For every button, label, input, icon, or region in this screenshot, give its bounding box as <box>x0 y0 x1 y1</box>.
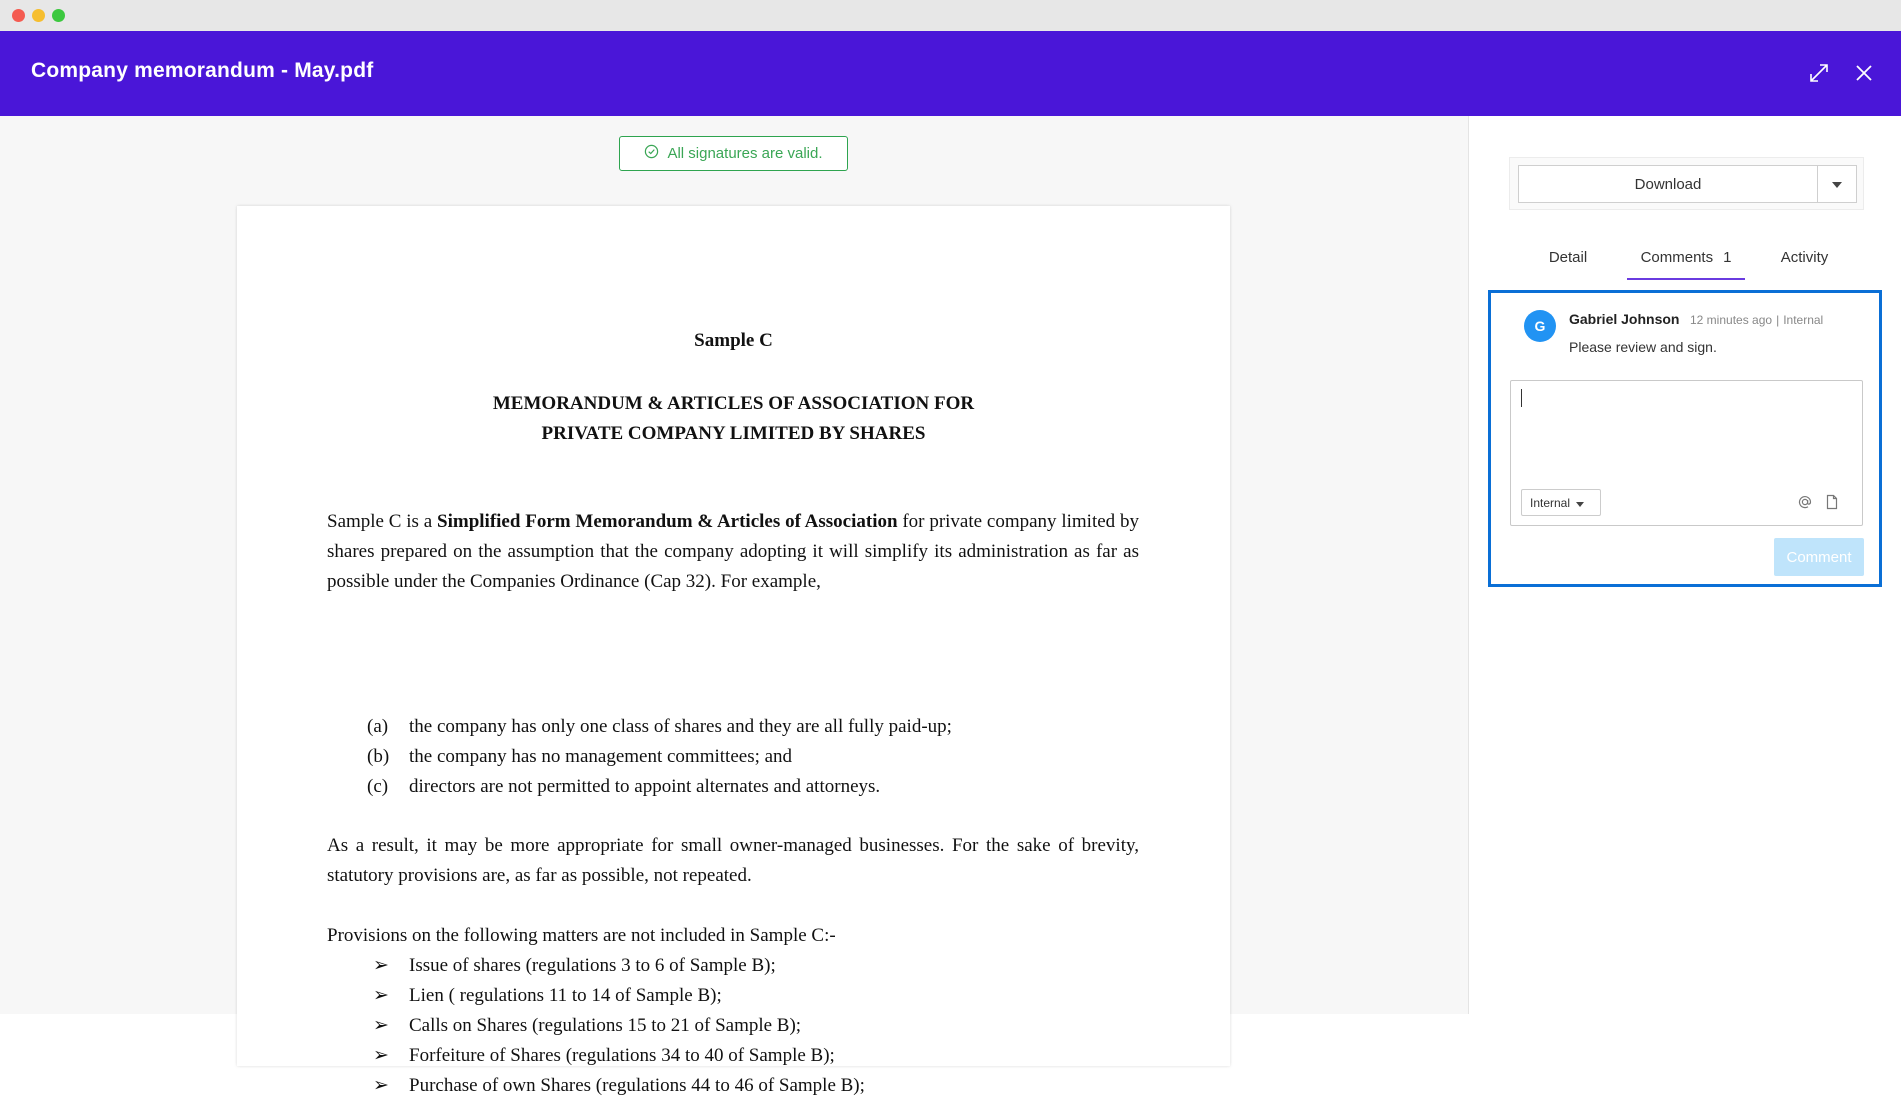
close-window-button[interactable] <box>12 9 25 22</box>
list-item <box>367 981 865 1011</box>
minimize-window-button[interactable] <box>32 9 45 22</box>
doc-heading <box>237 389 1230 449</box>
avatar: G <box>1524 310 1556 342</box>
list-item <box>367 772 952 802</box>
visibility-dropdown[interactable] <box>1521 489 1601 516</box>
pdf-page <box>237 206 1230 1096</box>
comment-meta <box>1690 313 1823 327</box>
signature-status-badge <box>619 136 848 171</box>
list-marker: (a) <box>367 716 389 737</box>
list-item <box>367 951 865 981</box>
doc-title: Sample C <box>694 330 773 351</box>
document-viewer[interactable] <box>0 116 1468 1096</box>
list-item <box>367 742 952 772</box>
doc-list-provisions <box>367 951 865 1101</box>
list-item <box>367 1071 865 1101</box>
list-item-text: Issue of shares (regulations 3 to 6 of Sample B); <box>409 955 776 976</box>
caret-down-icon <box>1832 175 1842 193</box>
mention-icon[interactable] <box>1797 494 1813 510</box>
list-item <box>367 1041 865 1071</box>
comment-text: Please review and sign. <box>1569 339 1717 355</box>
arrow-bullet-icon: ➢ <box>373 1075 389 1096</box>
list-item <box>367 712 952 742</box>
tab-comments[interactable] <box>1627 249 1745 280</box>
doc-paragraph-intro <box>327 507 1139 597</box>
expand-icon[interactable] <box>1806 60 1832 86</box>
comment-visibility: Internal <box>1783 313 1824 327</box>
caret-down-icon <box>1576 496 1584 510</box>
intro-bold: Simplified Form Memorandum & Articles of Association <box>437 511 898 532</box>
tab-label: Detail <box>1548 249 1588 266</box>
comment-submit-button[interactable]: Comment <box>1774 538 1864 576</box>
list-item-text: Forfeiture of Shares (regulations 34 to 40 of Sample B); <box>409 1045 835 1066</box>
doc-paragraph-provisions: Provisions on the following matters are not included in Sample C:- <box>327 925 836 946</box>
list-marker: (b) <box>367 746 390 767</box>
maximize-window-button[interactable] <box>52 9 65 22</box>
window-chrome <box>0 0 1901 31</box>
arrow-bullet-icon: ➢ <box>373 1015 389 1036</box>
arrow-bullet-icon: ➢ <box>373 985 389 1006</box>
sidebar-tabs <box>1509 249 1864 280</box>
comment-time: 12 minutes ago <box>1690 313 1773 327</box>
arrow-bullet-icon: ➢ <box>373 1045 389 1066</box>
list-item <box>367 1011 865 1041</box>
close-icon[interactable] <box>1851 60 1877 86</box>
document-title: Company memorandum - May.pdf <box>31 59 374 82</box>
check-circle-icon <box>644 144 659 163</box>
signature-status-text: All signatures are valid. <box>667 145 823 162</box>
doc-list-examples <box>367 712 952 802</box>
list-item-text: the company has no management committees; and <box>409 746 793 767</box>
attach-file-icon[interactable] <box>1824 494 1840 510</box>
tab-label: Comments <box>1640 249 1714 266</box>
download-button[interactable]: Download <box>1518 165 1817 203</box>
comments-panel <box>1488 290 1882 587</box>
list-item-text: Purchase of own Shares (regulations 44 to 46 of Sample B); <box>409 1075 865 1096</box>
comment-author: Gabriel Johnson <box>1569 311 1680 327</box>
tab-activity[interactable] <box>1745 249 1864 280</box>
meta-separator: | <box>1776 313 1780 327</box>
tab-detail[interactable] <box>1509 249 1627 280</box>
list-item-text: Lien ( regulations 11 to 14 of Sample B); <box>409 985 722 1006</box>
list-item-text: directors are not permitted to appoint alternates and attorneys. <box>409 776 881 797</box>
viewer-header <box>0 31 1901 116</box>
download-options-button[interactable] <box>1817 165 1857 203</box>
list-item-text: the company has only one class of shares and they are all fully paid-up; <box>409 716 952 737</box>
intro-start: Sample C is a <box>327 511 438 532</box>
doc-paragraph-result: As a result, it may be more appropriate for small owner-managed businesses. For the sake of brevity, statutory provisions are, as far as possible, not repeated. <box>327 835 1139 886</box>
download-group <box>1509 157 1864 210</box>
comments-count-badge: 1 <box>1723 249 1732 266</box>
intro-end: for private company limited by shares prepared on the assumption that the company adopting it will simplify its administration as far as possible under the Companies Ordinance (Cap 32). For example, <box>327 511 1139 592</box>
doc-heading-line2: PRIVATE COMPANY LIMITED BY SHARES <box>541 423 926 444</box>
comment-input[interactable] <box>1510 380 1863 526</box>
tab-label: Activity <box>1780 249 1829 266</box>
list-marker: (c) <box>367 776 389 797</box>
text-cursor <box>1521 389 1522 407</box>
arrow-bullet-icon: ➢ <box>373 955 389 976</box>
doc-heading-line1: MEMORANDUM & ARTICLES OF ASSOCIATION FOR <box>492 393 975 414</box>
visibility-dropdown-label: Internal <box>1530 495 1571 510</box>
right-sidebar <box>1468 116 1901 1014</box>
list-item-text: Calls on Shares (regulations 15 to 21 of Sample B); <box>409 1015 802 1036</box>
